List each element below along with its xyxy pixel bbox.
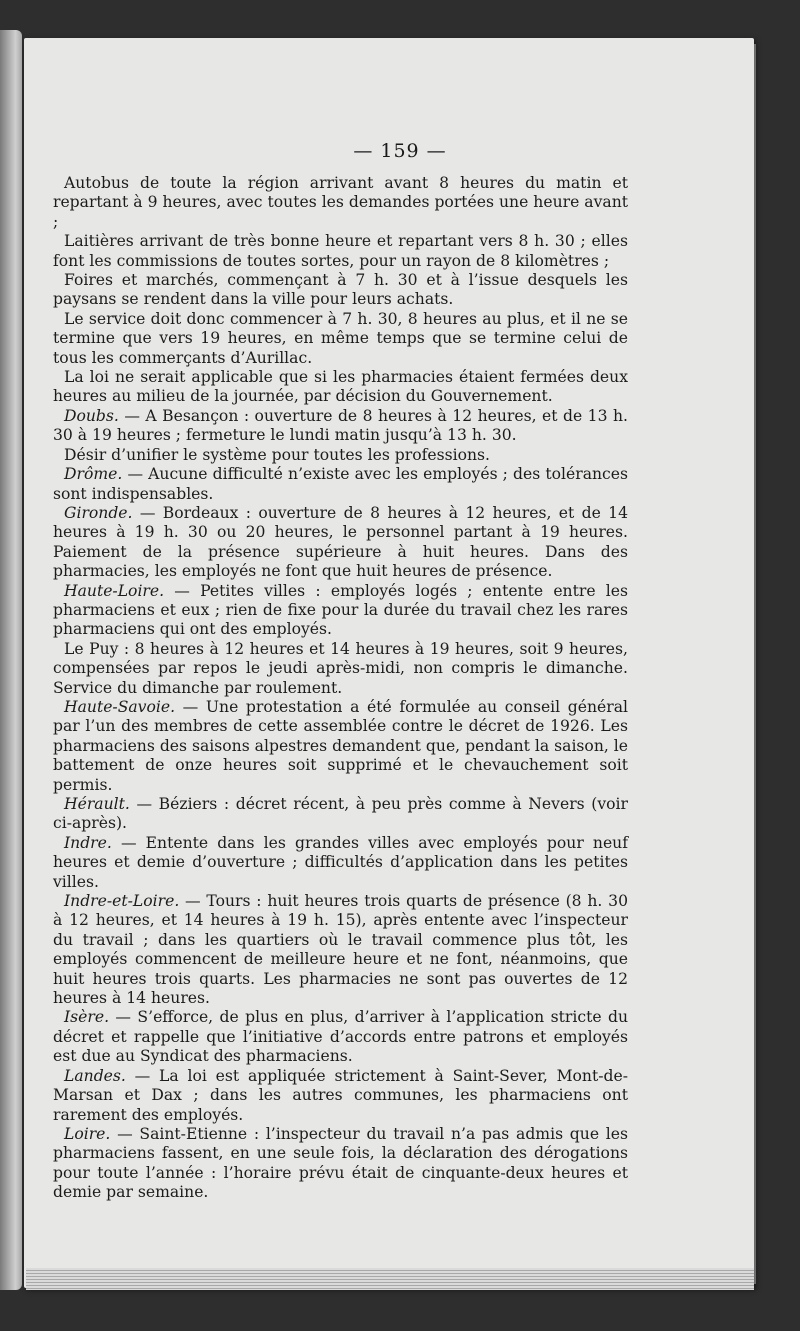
department-name: Haute-Loire.	[64, 581, 165, 600]
paragraph: Gironde. — Bordeaux : ouverture de 8 heures à 12 heures, et de 14 heures à 19 h. 30 ou 20 heures, le personnel partant à 19 heures. Paiement de la présence supérieure à huit heures. Dans des pharmacies, les employés ne font que huit heures de présence.	[53, 503, 628, 581]
left-page-edge	[0, 30, 22, 1290]
paragraph: Isère. — S’efforce, de plus en plus, d’arriver à l’application stricte du décret et rappelle que l’initiative d’accords entre patrons et employés est due au Syndicat des pharmaciens.	[53, 1008, 628, 1066]
paragraph: Doubs. — A Besançon : ouverture de 8 heures à 12 heures, et de 13 h. 30 à 19 heures ; fermeture le lundi matin jusqu’à 13 h. 30.	[53, 406, 628, 445]
paragraph: Haute-Loire. — Petites villes : employés logés ; entente entre les pharmaciens et eux ; rien de fixe pour la durée du travail chez les rares pharmaciens qui ont des employés.	[53, 581, 628, 639]
paragraph: Haute-Savoie. — Une protestation a été formulée au conseil général par l’un des membres de cette assemblée contre le décret de 1926. Les pharmaciens des saisons alpestres demandent que, pendant la saison, le battement de onze heures soit supprimé et le chevauchement soit permis.	[53, 697, 628, 794]
department-name: Drôme.	[64, 465, 123, 484]
paragraph: Loire. — Saint-Etienne : l’inspecteur du travail n’a pas admis que les pharmaciens fassent, en une seule fois, la déclaration des dérogations pour toute l’année : l’horaire prévu était de cinquante-deux heures et demie par semaine.	[53, 1124, 628, 1202]
department-name: Indre.	[64, 833, 112, 852]
department-name: Isère.	[64, 1008, 110, 1027]
page-body	[53, 174, 628, 1203]
paragraph: Désir d’unifier le système pour toutes les professions.	[64, 445, 490, 464]
paragraph: Indre-et-Loire. — Tours : huit heures trois quarts de présence (8 h. 30 à 12 heures, et 14 heures à 19 h. 15), après entente avec l’inspecteur du travail ; dans les quartiers où le travail commence plus tôt, les employés commencent de meilleure heure et ne font, néanmoins, que huit heures trois quarts. Les pharmacies ne sont pas ouvertes de 12 heures à 14 heures.	[53, 892, 628, 1008]
paragraph: Hérault. — Béziers : décret récent, à peu près comme à Nevers (voir ci-après).	[53, 795, 628, 833]
bottom-page-edge	[26, 1268, 754, 1290]
paragraph: La loi ne serait applicable que si les pharmacies étaient fermées deux heures au milieu de la journée, par décision du Gouvernement.	[53, 368, 628, 406]
paragraph: Indre. — Entente dans les grandes villes avec employés pour neuf heures et demie d’ouverture ; difficultés d’application dans les petites villes.	[53, 833, 628, 891]
department-name: Hérault.	[64, 795, 130, 813]
department-name: Gironde.	[64, 503, 133, 522]
department-name: Indre-et-Loire.	[64, 892, 180, 911]
paragraph: Autobus de toute la région arrivant avant 8 heures du matin et repartant à 9 heures, avec toutes les demandes portées une heure avant ;	[53, 174, 628, 231]
paragraph: Le Puy : 8 heures à 12 heures et 14 heures à 19 heures, soit 9 heures, compensées par repos le jeudi après-midi, non compris le dimanche. Service du dimanche par roulement.	[53, 639, 628, 697]
department-name: Loire.	[64, 1124, 111, 1143]
paragraph: Landes. — La loi est appliquée strictement à Saint-Sever, Mont-de-Marsan et Dax ; dans les autres communes, les pharmaciens ont rarement des employés.	[53, 1066, 628, 1124]
paragraph: Foires et marchés, commençant à 7 h. 30 et à l’issue desquels les paysans se rendent dans la ville pour leurs achats.	[53, 271, 628, 309]
paragraph: Drôme. — Aucune difficulté n’existe avec les employés ; des tolérances sont indispensables.	[53, 465, 628, 503]
department-name: Doubs.	[64, 406, 119, 425]
paragraph: Laitières arrivant de très bonne heure et repartant vers 8 h. 30 ; elles font les commissions de toutes sortes, pour un rayon de 8 kilomètres ;	[53, 232, 628, 270]
paragraph: Le service doit donc commencer à 7 h. 30, 8 heures au plus, et il ne se termine que vers 19 heures, en même temps que se termine celui de tous les commerçants d’Aurillac.	[53, 309, 628, 367]
department-name: Haute-Savoie.	[64, 697, 176, 716]
department-name: Landes.	[64, 1066, 126, 1085]
page-number: — 159 —	[353, 140, 447, 162]
